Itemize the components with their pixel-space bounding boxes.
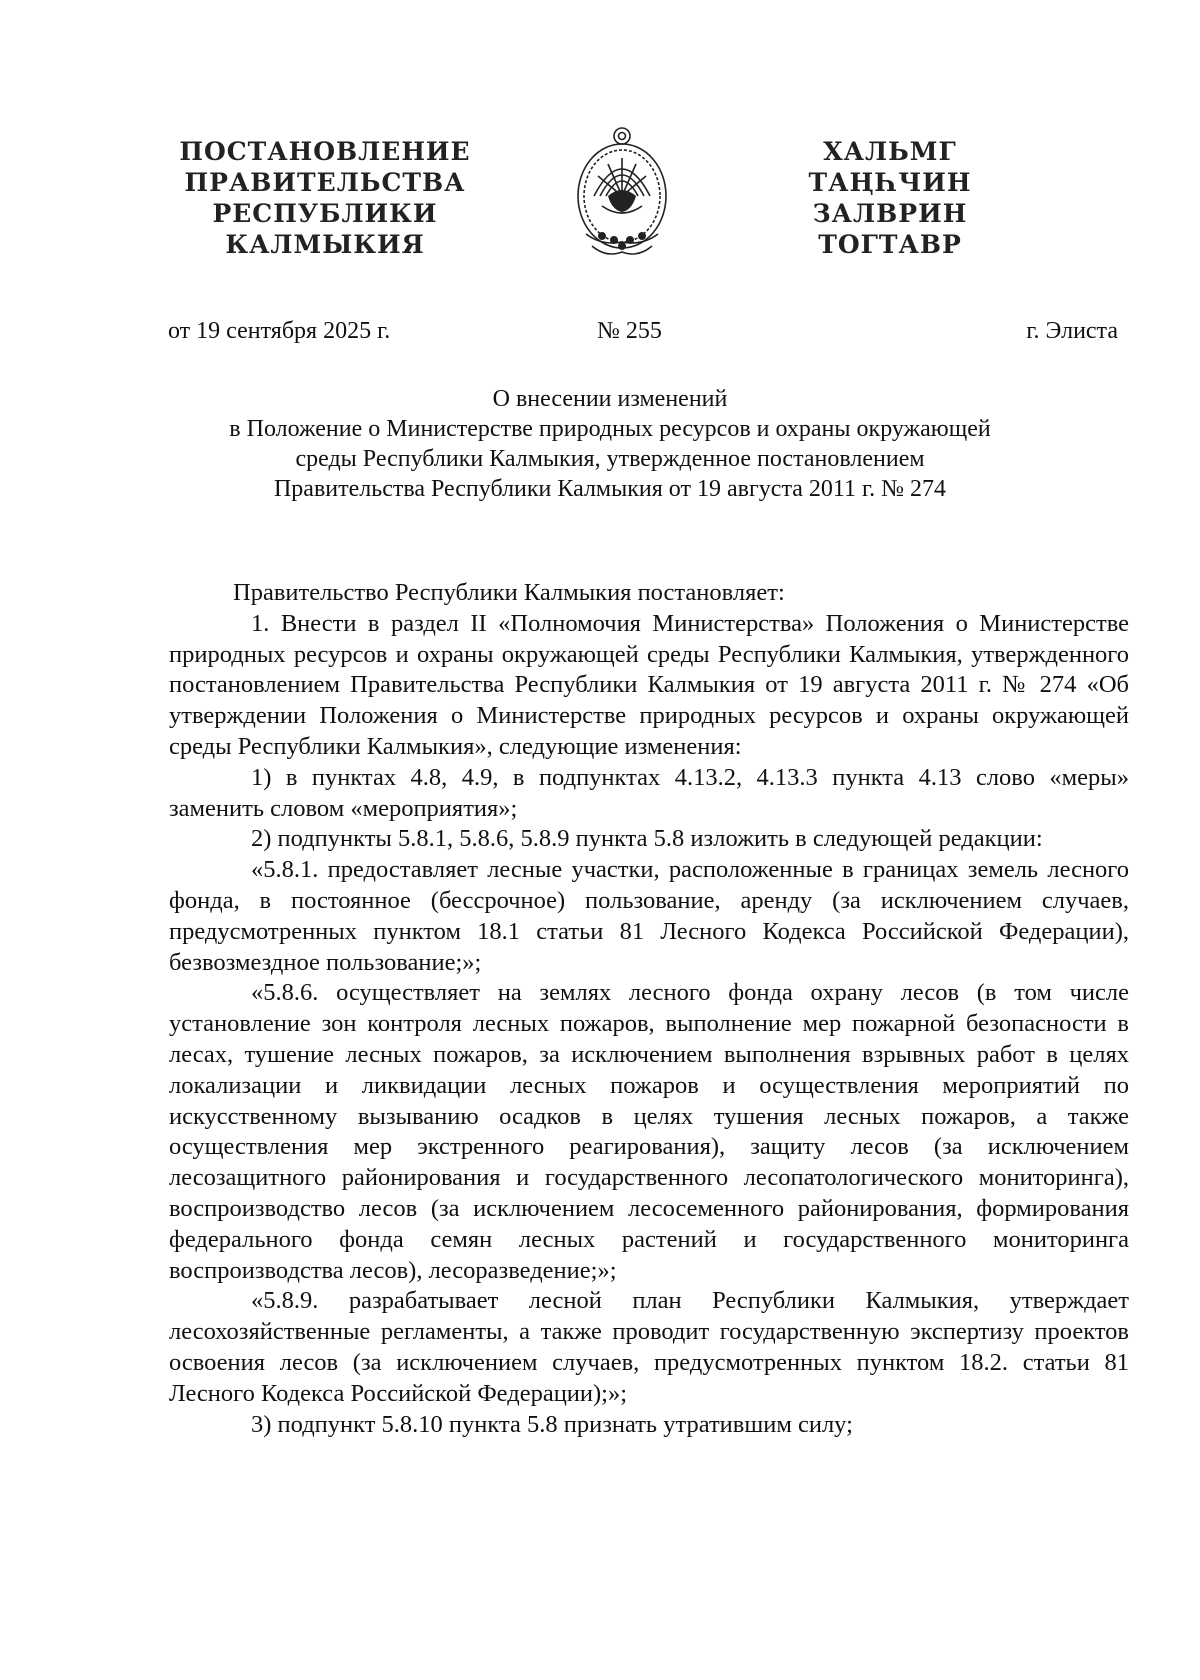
header-left-title [160, 136, 490, 260]
title-line: среды Республики Калмыкия, утвержденное постановлением [295, 446, 925, 472]
kalmykia-coat-of-arms-icon [572, 124, 672, 264]
header-right-line: ТОГТАВР [818, 230, 962, 259]
paragraph-item-1: 1) в пунктах 4.8, 4.9, в подпунктах 4.13.2, 4.13.3 пункта 4.13 слово «меры» заменить словом «мероприятия»; [169, 763, 1129, 822]
paragraph-1: 1. Внести в раздел II «Полномочия Министерства» Положения о Министерстве природных ресурсов и охраны окружающей среды Республики Калмыкия, утвержденного постановлением Правительства Республики Калмыкия от 19 августа 2011 г. № 274 «Об утверждении Положения о Министерстве природных ресурсов и охраны окружающей среды Республики Калмыкия», следующие изменения: [169, 609, 1129, 760]
header-left-line: ПОСТАНОВЛЕНИЕ [179, 137, 471, 166]
document-date: от 19 сентября 2025 г. [168, 318, 391, 344]
paragraph-5-8-1: «5.8.1. предоставляет лесные участки, расположенные в границах земель лесного фонда, в постоянное (бессрочное) пользование, аренду (за исключением случаев, предусмотренных пунктом 18.1 статьи 81 Лесного Кодекса Российской Федерации), безвозмездное пользование;»; [169, 856, 1129, 976]
title-line: О внесении изменений [492, 386, 728, 412]
header-right-line: ЗАЛВРИН [812, 199, 968, 228]
title-line: в Положение о Министерстве природных ресурсов и охраны окружающей [229, 416, 991, 442]
intro-paragraph: Правительство Республики Калмыкия постановляет: [233, 579, 785, 606]
header-right-line: ТАҢҺЧИН [808, 168, 972, 197]
header-right-line: ХАЛЬМГ [823, 137, 957, 166]
paragraph-item-3: 3) подпункт 5.8.10 пункта 5.8 признать утратившим силу; [251, 1410, 853, 1438]
title-line: Правительства Республики Калмыкия от 19 августа 2011 г. № 274 [273, 476, 947, 502]
header-left-line: ПРАВИТЕЛЬСТВА [184, 168, 466, 197]
paragraph-5-8-9: «5.8.9. разрабатывает лесной план Республики Калмыкия, утверждает лесохозяйственные регламенты, а также проводит государственную экспертизу проектов освоения лесов (за исключением случаев, предусмотренных пунктом 18.2. статьи 81 Лесного Кодекса Российской Федерации);»; [169, 1287, 1129, 1407]
header-right-title [780, 136, 1000, 260]
paragraph-5-8-6: «5.8.6. осуществляет на землях лесного фонда охрану лесов (в том числе установление зон контроля лесных пожаров, выполнение мер пожарной безопасности в лесах, тушение лесных пожаров, за исключением выполнения взрывных работ в целях локализации и ликвидации лесных пожаров и осуществления мероприятий по искусственному вызыванию осадков в целях тушения лесных пожаров, а также осуществления мер экстренного реагирования), защиту лесов (за исключением лесозащитного районирования и государственного лесопатологического мониторинга), воспроизводство лесов (за исключением лесосеменного районирования, формирования федерального фонда семян лесных растений и государственного мониторинга воспроизводства лесов), лесоразведение;»; [169, 979, 1129, 1284]
header-left-line: РЕСПУБЛИКИ [212, 199, 438, 228]
header-left-line: КАЛМЫКИЯ [225, 230, 425, 259]
document-number: № 255 [597, 318, 662, 344]
document-title [150, 384, 1070, 504]
paragraph-item-2: 2) подпункты 5.8.1, 5.8.6, 5.8.9 пункта 5.8 изложить в следующей редакции: [251, 825, 1043, 853]
document-city: г. Элиста [1026, 318, 1118, 344]
document-body [169, 578, 1129, 1440]
